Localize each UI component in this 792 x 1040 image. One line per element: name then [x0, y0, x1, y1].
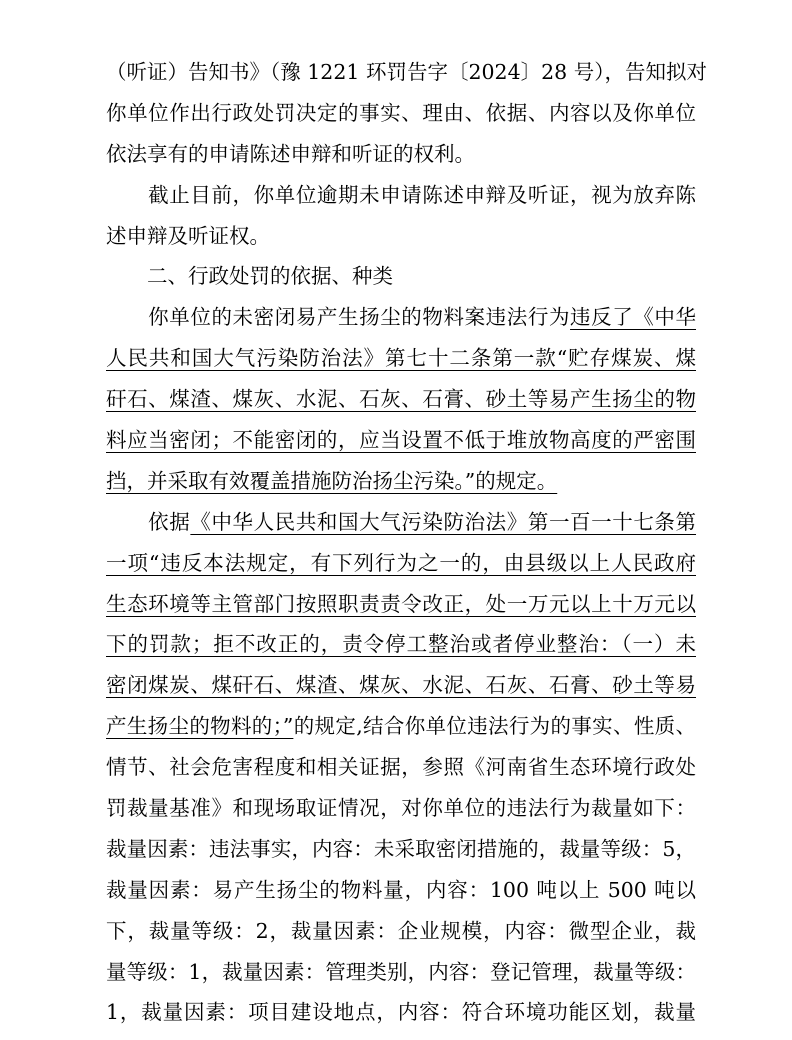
text-line [106, 584, 696, 625]
text-segment: 述申辩及听证权。 [106, 223, 270, 248]
text-segment: 情节、社会危害程度和相关证据，参照《河南省生态环境行政处 [106, 755, 696, 780]
text-line [106, 502, 696, 543]
text-segment: 罚裁量基准》和现场取证情况，对你单位的违法行为裁量如下： [106, 796, 696, 821]
text-line [106, 461, 696, 502]
underlined-text: 矸石、煤渣、煤灰、水泥、石灰、石膏、砂土等易产生扬尘的物 [106, 387, 696, 412]
text-segment: 的规定,结合你单位违法行为的事实、性质、 [293, 714, 696, 739]
text-segment: 量等级：1，裁量因素：管理类别，内容：登记管理，裁量等级： [106, 959, 696, 984]
underlined-text: 密闭煤炭、煤矸石、煤渣、煤灰、水泥、石灰、石膏、砂土等易 [106, 673, 696, 698]
text-line [106, 297, 696, 338]
text-segment: 依法享有的申请陈述申辩和听证的权利。 [106, 141, 475, 166]
text-line [106, 911, 696, 952]
text-line [106, 420, 696, 461]
text-line [106, 543, 696, 584]
text-line [106, 747, 696, 788]
text-segment: 依据 [106, 509, 191, 534]
text-segment: 下，裁量等级：2，裁量因素：企业规模，内容：微型企业，裁 [106, 918, 696, 943]
underlined-text: 料应当密闭；不能密闭的，应当设置不低于堆放物高度的严密围 [106, 428, 696, 453]
underlined-text: 《中华人民共和国大气污染防治法》第一百一十七条第 [190, 509, 697, 534]
text-line [106, 52, 707, 93]
text-segment: 你单位的未密闭易产生扬尘的物料案违法行为 [106, 305, 571, 330]
underlined-text: 一项“违反本法规定，有下列行为之一的，由县级以上人民政府 [106, 550, 696, 575]
text-segment: 你单位作出行政处罚决定的事实、理由、依据、内容以及你单位 [106, 100, 696, 125]
text-line [106, 665, 696, 706]
document-page [106, 52, 707, 1033]
underlined-text: 生态环境等主管部门按照职责责令改正，处一万元以上十万元以 [106, 591, 696, 616]
text-segment: （听证）告知书》（豫 1221 环罚告字〔2024〕28 号），告知拟对 [106, 60, 707, 84]
text-line [106, 134, 696, 175]
underlined-text: 产生扬尘的物料的；” [106, 714, 294, 739]
text-line [106, 216, 696, 257]
text-line [106, 706, 696, 747]
text-line [106, 338, 696, 379]
text-line [106, 624, 696, 665]
text-line [106, 175, 696, 216]
text-segment: 裁量因素：违法事实，内容：未采取密闭措施的，裁量等级：5， [106, 836, 696, 861]
underlined-text: 人民共和国大气污染防治法》第七十二条第一款“贮存煤炭、煤 [106, 346, 696, 371]
text-segment: 裁量因素：易产生扬尘的物料量，内容：100 吨以上 500 吨以 [106, 877, 696, 902]
underlined-text: 违反了《中华 [570, 305, 697, 330]
text-line [106, 788, 696, 829]
text-line [106, 952, 696, 993]
text-segment: 截止目前，你单位逾期未申请陈述申辩及听证，视为放弃陈 [106, 182, 696, 207]
text-line [106, 992, 696, 1033]
text-line [106, 870, 696, 911]
underlined-text: 下的罚款；拒不改正的，责令停工整治或者停业整治：（一）未 [106, 632, 696, 657]
text-line [106, 829, 696, 870]
underlined-text: 挡，并采取有效覆盖措施防治扬尘污染。”的规定。 [106, 468, 558, 493]
text-segment: 二、行政处罚的依据、种类 [106, 264, 393, 289]
text-line [106, 256, 696, 297]
text-line [106, 93, 696, 134]
text-segment: 1，裁量因素：项目建设地点，内容：符合环境功能区划，裁量 [106, 1000, 696, 1025]
text-line [106, 379, 696, 420]
